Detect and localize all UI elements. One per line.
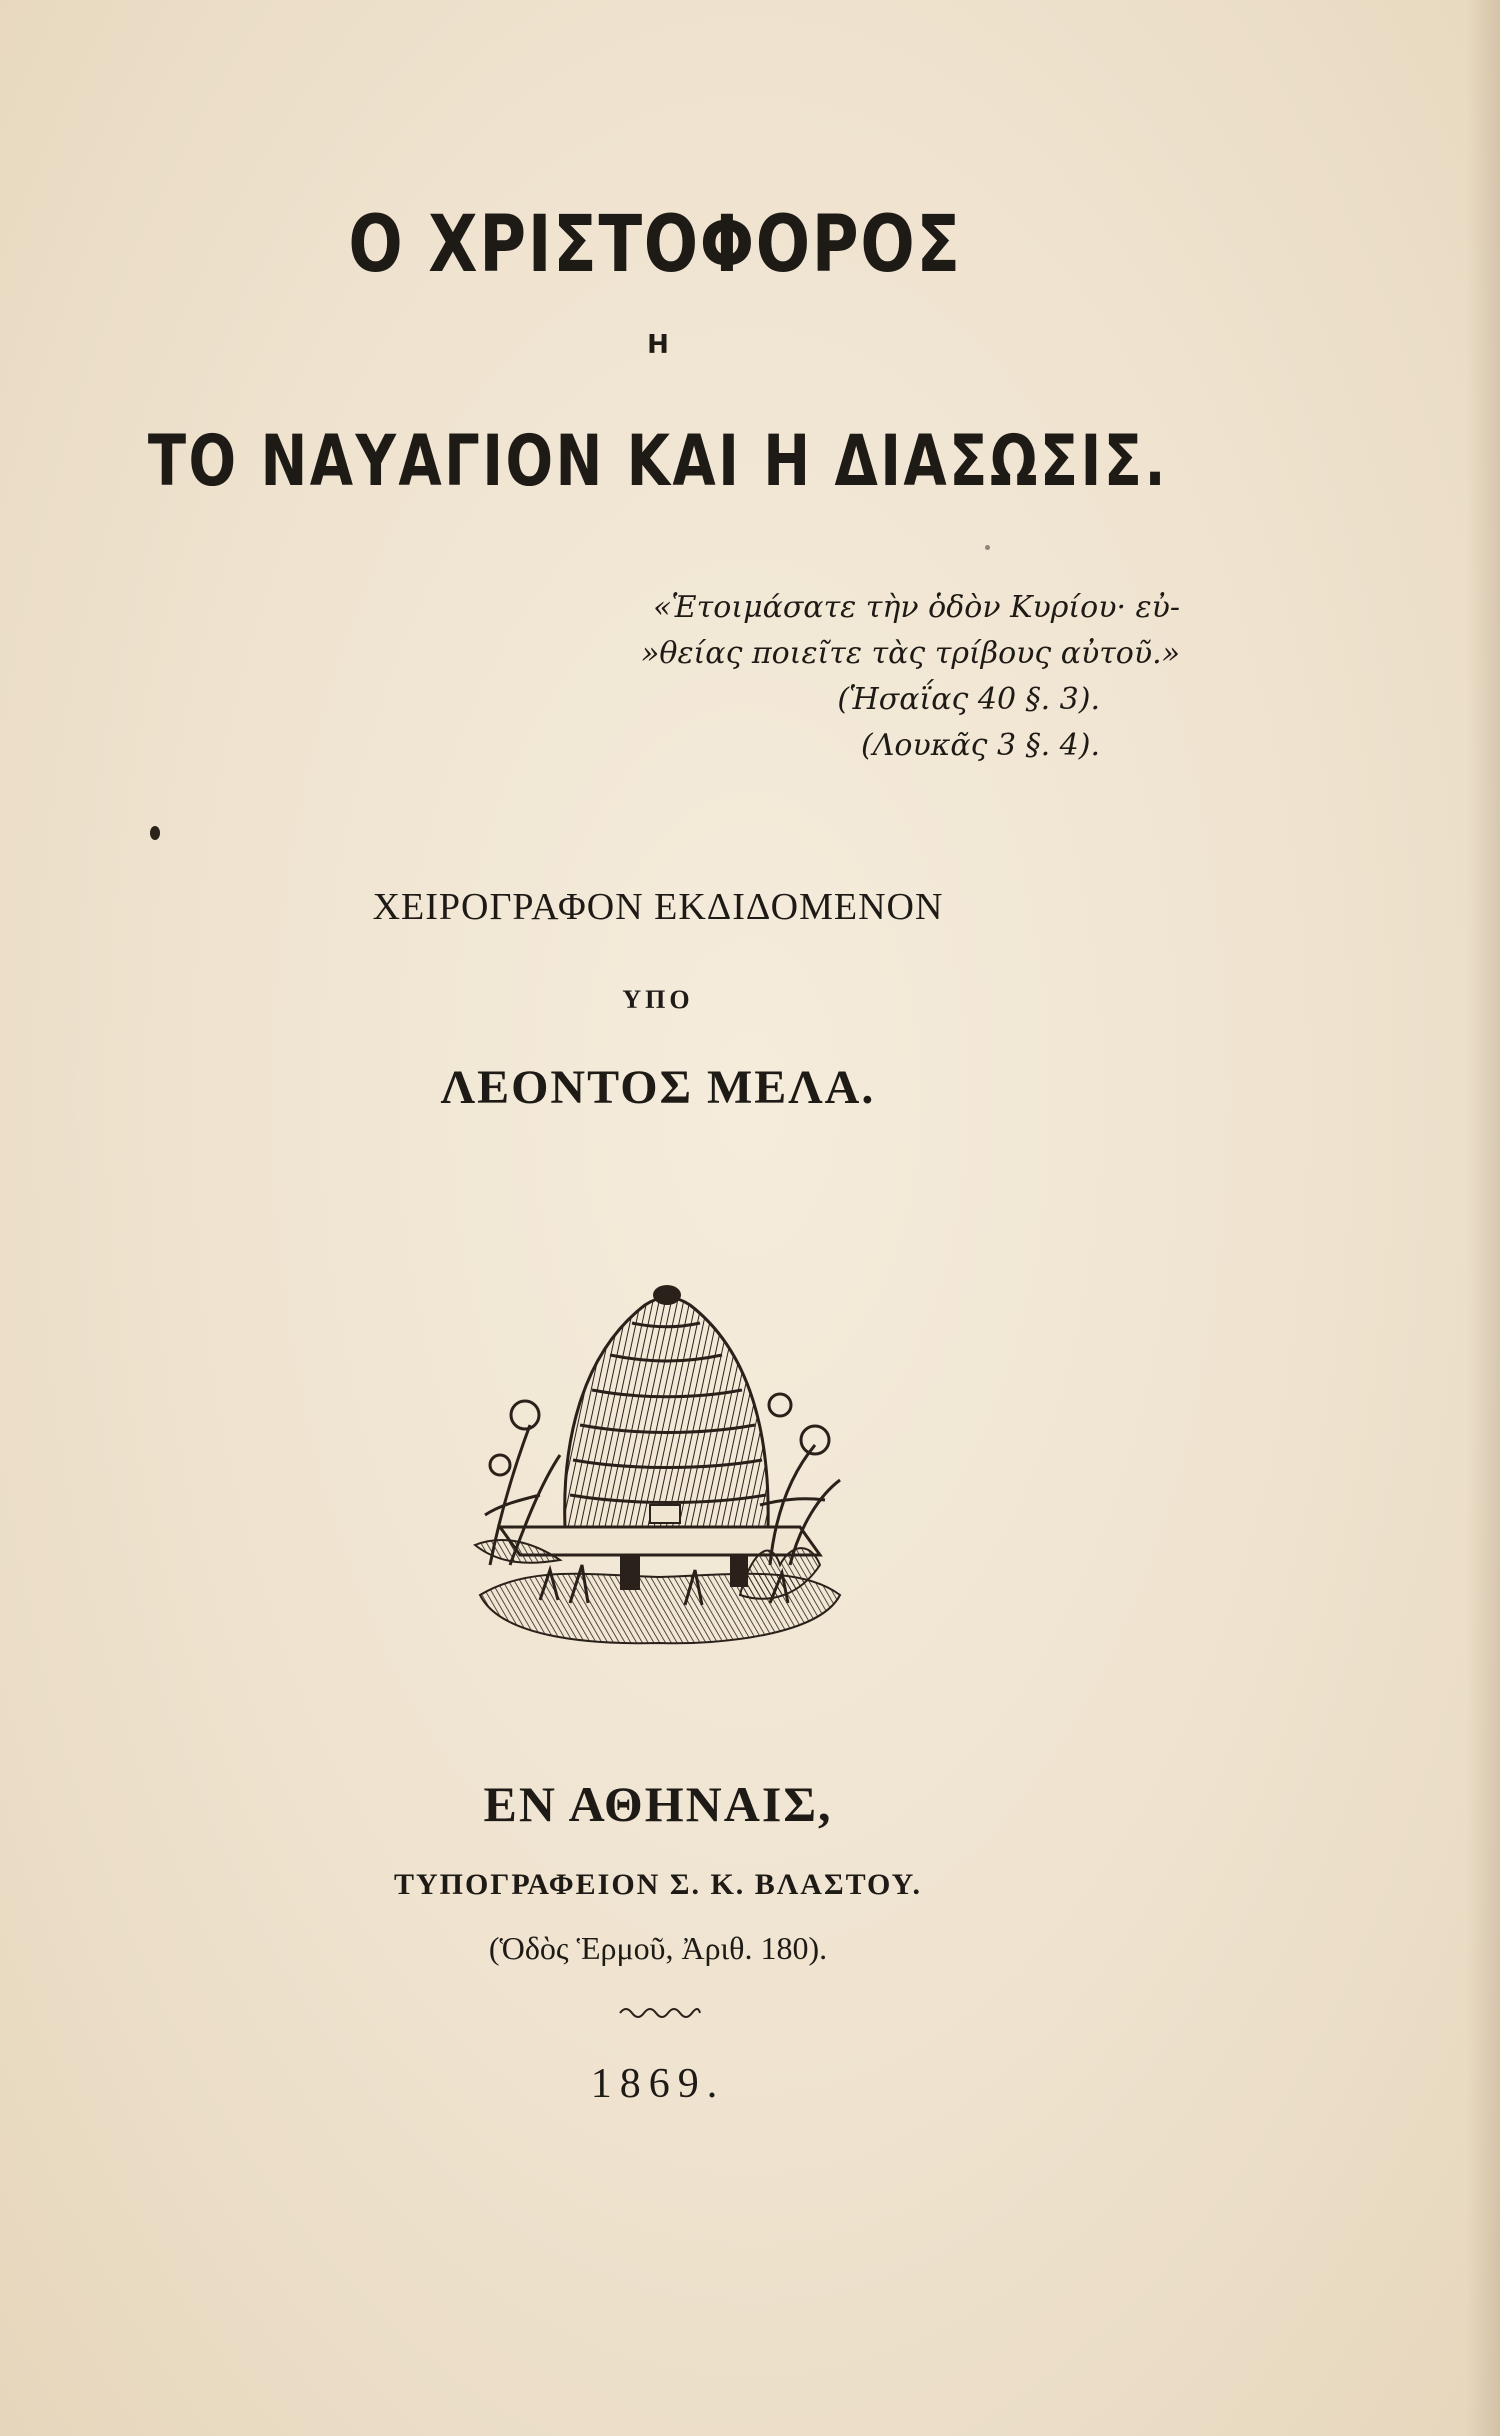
book-subtitle: ΤΟ ΝΑΥΑΓΙΟΝ ΚΑΙ Η ΔΙΑΣΩΣΙΣ. bbox=[147, 420, 1169, 502]
by-line: ΥΠΟ bbox=[622, 985, 694, 1014]
title-conjunction: Η bbox=[647, 330, 669, 360]
epigraph-quote-line-2: »θείας ποιεῖτε τὰς τρίβους αὐτοῦ.» bbox=[641, 636, 1180, 671]
book-title: Ο ΧΡΙΣΤΟΦΟΡΟΣ bbox=[348, 200, 962, 290]
ink-speck bbox=[150, 826, 160, 840]
imprint-press: ΤΥΠΟΓΡΑΦΕΙΟΝ Σ. Κ. ΒΛΑΣΤΟΥ. bbox=[393, 1868, 923, 1901]
manuscript-line: ΧΕΙΡΟΓΡΑΦΟΝ ΕΚΔΙΔΟΜΕΝΟΝ bbox=[372, 886, 944, 928]
imprint-address: (Ὁδὸς Ἑρμοῦ, Ἀριθ. 180). bbox=[488, 1930, 828, 1966]
epigraph-reference-1: (Ἡσαΐας 40 §. 3). bbox=[837, 682, 1100, 717]
epigraph-reference-2: (Λουκᾶς 3 §. 4). bbox=[861, 728, 1100, 763]
epigraph bbox=[620, 585, 1180, 769]
ornamental-swash-icon bbox=[618, 2003, 702, 2023]
beehive-engraving-icon bbox=[470, 1265, 850, 1650]
imprint-city: ΕΝ ΑΘΗΝΑΙΣ, bbox=[483, 1776, 833, 1832]
author-name: ΛΕΟΝΤΟΣ ΜΕΛΑ. bbox=[440, 1061, 876, 1114]
page-edge-shadow bbox=[1466, 0, 1500, 2436]
epigraph-quote-line-1: «Ἑτοιμάσατε τὴν ὁδὸν Κυρίου· εὐ- bbox=[653, 590, 1180, 625]
ink-speck bbox=[985, 545, 990, 550]
imprint-year: 1869. bbox=[590, 2061, 726, 2107]
